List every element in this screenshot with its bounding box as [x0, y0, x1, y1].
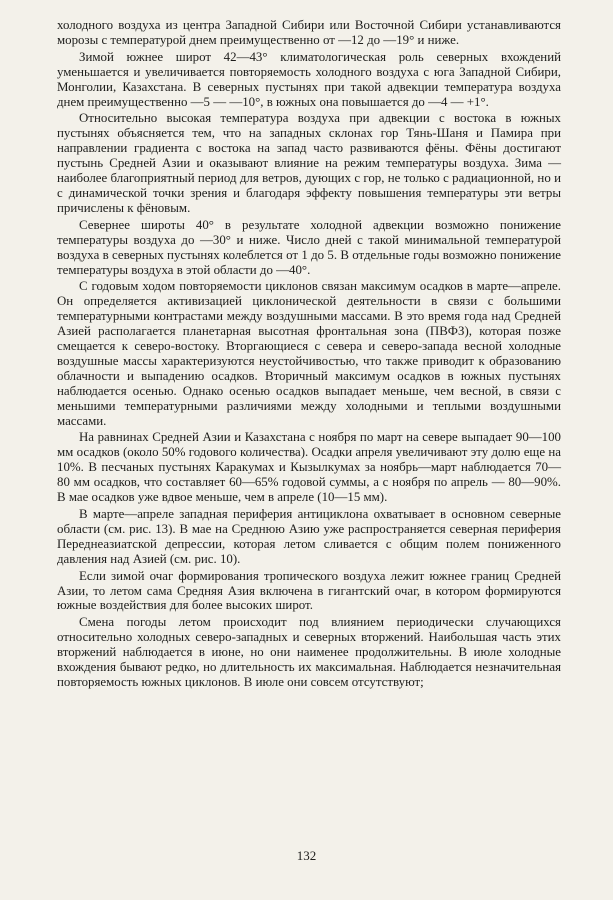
paragraph-7: В марте—апреле западная периферия антициклона охватывает в основном северные области (см. рис. 13). В мае на Среднюю Азию уже распространяется северная периферия Переднеазиатской депрессии, которая летом сливается с общим полем пониженного давления над Азией (см. рис. 10).	[57, 507, 561, 566]
page-body-text	[57, 18, 561, 690]
paragraph-3: Относительно высокая температура воздуха при адвекции с востока в южных пустынях объясняется тем, что на западных склонах гор Тянь-Шаня и Памира при направлении градиента с востока на запад часто развиваются фёны. Фёны достигают пустынь Средней Азии и оказывают влияние на режим температуры воздуха. Зима — наиболее благоприятный период для ветров, дующих с гор, не только с радиационной, но и с динамической точки зрения и благодаря эффекту повышения температуры эти ветры причислены к фёновым.	[57, 111, 561, 215]
paragraph-5: С годовым ходом повторяемости циклонов связан максимум осадков в марте—апреле. Он определяется активизацией циклонической деятельности в связи с большими температурными контрастами между воздушными массами. В это время года над Средней Азией располагается планетарная высотная фронтальная зона (ПВФЗ), которая позже смещается к северо-востоку. Вторгающиеся с севера и северо-запада весной холодные воздушные массы характеризуются неустойчивостью, что также приводит к образованию облачности и выпадению осадков. Вторичный максимум осадков в южных пустынях наблюдается осенью. Однако осенью осадков выпадает меньше, чем весной, в связи с меньшими температурными различиями между холодными и теплыми воздушными массами.	[57, 279, 561, 428]
paragraph-8: Если зимой очаг формирования тропического воздуха лежит южнее границ Средней Азии, то летом сама Средняя Азия включена в гигантский очаг, в котором формируются южные воздействия для более высоких широт.	[57, 568, 561, 613]
paragraph-6: На равнинах Средней Азии и Казахстана с ноября по март на севере выпадает 90—100 мм осадков (около 50% годового количества). Осадки апреля увеличивают эту долю еще на 10%. В песчаных пустынях Каракумах и Кызылкумах за ноябрь—март наблюдается 70—80 мм осадков, что составляет 60—65% годовой суммы, а с ноября по апрель — 80—90%. В мае осадков уже вдвое меньше, чем в апреле (10—15 мм).	[57, 430, 561, 505]
paragraph-4: Севернее широты 40° в результате холодной адвекции возможно понижение температуры воздуха до —30° и ниже. Число дней с такой минимальной температурой воздуха в северных пустынях колеблется от 1 до 5. В отдельные годы возможно понижение температуры воздуха в этой области до —40°.	[57, 217, 561, 277]
paragraph-2: Зимой южнее широт 42—43° климатологическая роль северных вхождений уменьшается и увеличивается повторяемость холодного воздуха с юга Западной Сибири, Монголии, Казахстана. В северных пустынях при такой адвекции температура воздуха днем преимущественно —5 — —10°, в южных она повышается до —4 — +1°.	[57, 49, 561, 109]
paragraph-1: холодного воздуха из центра Западной Сибири или Восточной Сибири устанавливаются морозы с температурой днем преимущественно от —12 до —19° и ниже.	[57, 18, 561, 47]
paragraph-9: Смена погоды летом происходит под влиянием периодически случающихся относительно холодных северо-западных и северных вторжений. Наибольшая часть этих вторжений наблюдается в июне, но они наименее продолжительны. В июле холодные вхождения бывают редко, но длительность их максимальная. Наблюдается незначительная повторяемость южных циклонов. В июле они совсем отсутствуют;	[57, 615, 561, 689]
page-number: 132	[296, 848, 317, 863]
